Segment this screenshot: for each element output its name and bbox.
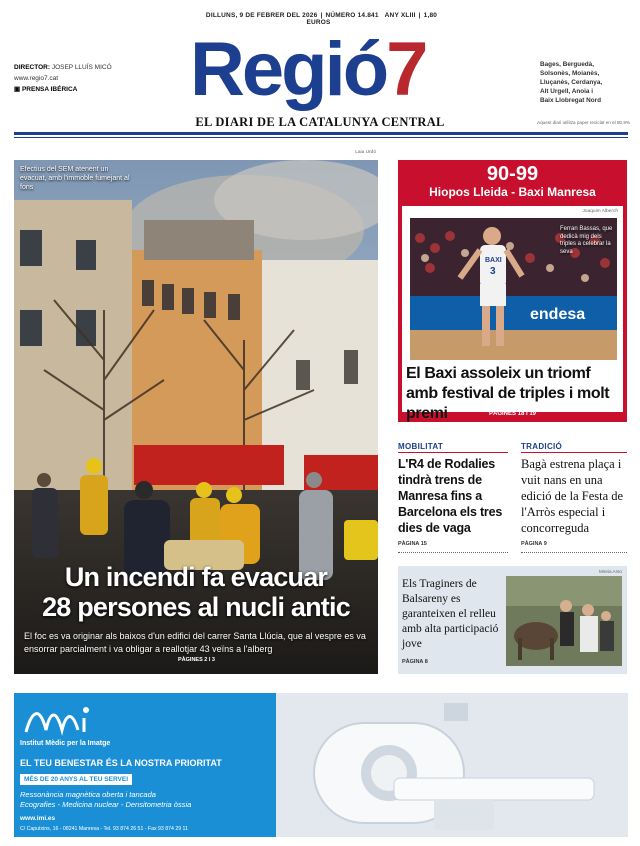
masthead-rule — [14, 132, 628, 135]
mobilitat-page: PÀGINA 15 — [398, 541, 427, 547]
main-photo-credit: Laia Urdó — [355, 150, 376, 155]
traginers-headline[interactable]: Els Traginers de Balsareny es garanteixen el relleu amb alta participació jove — [402, 578, 499, 650]
director-name: JOSEP LLUÍS MICÓ — [51, 64, 112, 71]
masthead-tagline: EL DIARI DE LA CATALUNYA CENTRAL — [195, 115, 445, 129]
main-page-ref: PÀGINES 2 I 3 — [178, 657, 215, 663]
basketball-pages: PÀGINES 18 I 19 — [488, 411, 537, 417]
issue-price: 1,80 EUROS — [306, 12, 438, 26]
logo-word: Regió — [190, 27, 387, 112]
basketball-headline[interactable]: El Baxi assoleix un triomf amb festival de triples i molt premi — [406, 365, 610, 422]
paper-note: Aquest diari utilitza paper reciclat en el 80,9% — [537, 120, 630, 125]
ad-address: C/ Caputxins, 16 - 08241 Manresa - Tel. 93 874 26 51 - Fax 93 874 29 11 — [20, 826, 188, 832]
imi-logo-letters: imi — [20, 700, 22, 701]
main-headline[interactable] — [14, 562, 378, 622]
traginers-illustration — [506, 576, 622, 666]
dateline: DILLUNS, 9 DE FEBRER DEL 2026 | NÚMERO 14.841 ANY XLIII | 1,80 EUROS — [205, 12, 438, 26]
region-line: Alt Urgell, Anoia i — [540, 88, 594, 95]
traginers-photo-credit: Mireia Arso — [599, 569, 622, 574]
tradicio-page: PÀGINA 9 — [521, 541, 547, 547]
masthead-rule-thin — [14, 137, 628, 138]
region-line: Bages, Berguedà, — [540, 61, 594, 68]
tradicio-dots — [521, 552, 627, 553]
main-photo-caption: Efectius del SEM atenent un evacuat, amb l'immoble fumejant al fons — [20, 166, 130, 191]
traginers-photo[interactable] — [506, 576, 622, 666]
ad-years-badge: MÉS DE 20 ANYS AL TEU SERVEI — [20, 774, 132, 785]
main-headline-line1: Un incendi fa evacuar — [64, 562, 328, 592]
sponsor-label: endesa — [530, 306, 586, 323]
region-line: Baix Llobregat Nord — [540, 97, 602, 104]
ad-slogan — [20, 758, 250, 768]
basketball-score: 90-99 — [486, 163, 539, 185]
masthead-regions — [540, 60, 630, 105]
mobilitat-tag: MOBILITAT — [398, 442, 444, 451]
masthead-left-meta: DIRECTOR: JOSEP LLUÍS MICÓ www.regio7.cat ▣ PRENSA IBÉRICA — [14, 62, 164, 95]
ad-slogan-a: EL TEU BENESTAR — [20, 758, 104, 768]
ad-url[interactable]: www.imi.es — [20, 815, 56, 822]
region-line: Solsonès, Moianès, — [540, 70, 600, 77]
issue-number: NÚMERO 14.841 — [325, 12, 379, 19]
tradicio-tag: TRADICIÓ — [521, 442, 563, 451]
basketball-photo-caption: Ferran Bassas, que dedicà mig dels triples a celebrar la seva — [560, 226, 613, 255]
ad-service-1: Ressonància magnètica oberta i tancada — [20, 790, 156, 799]
tradicio-headline[interactable]: Bagà estrena plaça i vuit nans en una edició de la Festa de l'Arròs especial i concorreguda — [521, 457, 624, 535]
main-lede: El foc es va originar als baixos d'un edifici del carrer Santa Llúcia, que al vespre es va ensorrar parcialment i va obligar a reallotjar 43 veïns a l'alberg — [24, 631, 366, 654]
basketball-photo-credit: Joaquim Alberch — [582, 209, 618, 214]
publisher: PRENSA IBÉRICA — [21, 86, 78, 93]
mobilitat-rule — [398, 452, 508, 453]
imi-logo-icon — [20, 700, 100, 740]
website-link[interactable]: www.regio7.cat — [14, 75, 59, 82]
jersey-team: BAXI — [485, 257, 502, 264]
mobilitat-dots — [398, 552, 508, 553]
ad-brand: Institut Mèdic per la Imatge — [20, 740, 111, 747]
ad-service-2: Ecografies - Medicina nuclear - Densitometria òssia — [20, 800, 192, 809]
logo-number: 7 — [386, 27, 426, 112]
ad-slogan-b: ÉS LA NOSTRA PRIORITAT — [105, 758, 222, 768]
main-headline-line2: 28 persones al nucli antic — [42, 592, 350, 622]
mobilitat-headline[interactable]: L'R4 de Rodalies tindrà trens de Manresa fins a Barcelona els tres dies de vaga — [398, 457, 503, 535]
masthead-logo[interactable] — [190, 24, 460, 116]
jersey-number: 3 — [490, 266, 496, 277]
ad-logo — [20, 700, 100, 740]
basketball-teams: Hiopos Lleida - Baxi Manresa — [429, 185, 596, 199]
ad-services — [20, 790, 260, 810]
issue-year: ANY XLIII — [384, 12, 416, 19]
director-label: DIRECTOR: — [14, 64, 50, 71]
tradicio-rule — [521, 452, 627, 453]
region-line: Lluçanès, Cerdanya, — [540, 79, 603, 86]
traginers-page: PÀGINA 8 — [402, 659, 428, 665]
date-text: DILLUNS, 9 DE FEBRER DEL 2026 — [205, 12, 318, 19]
